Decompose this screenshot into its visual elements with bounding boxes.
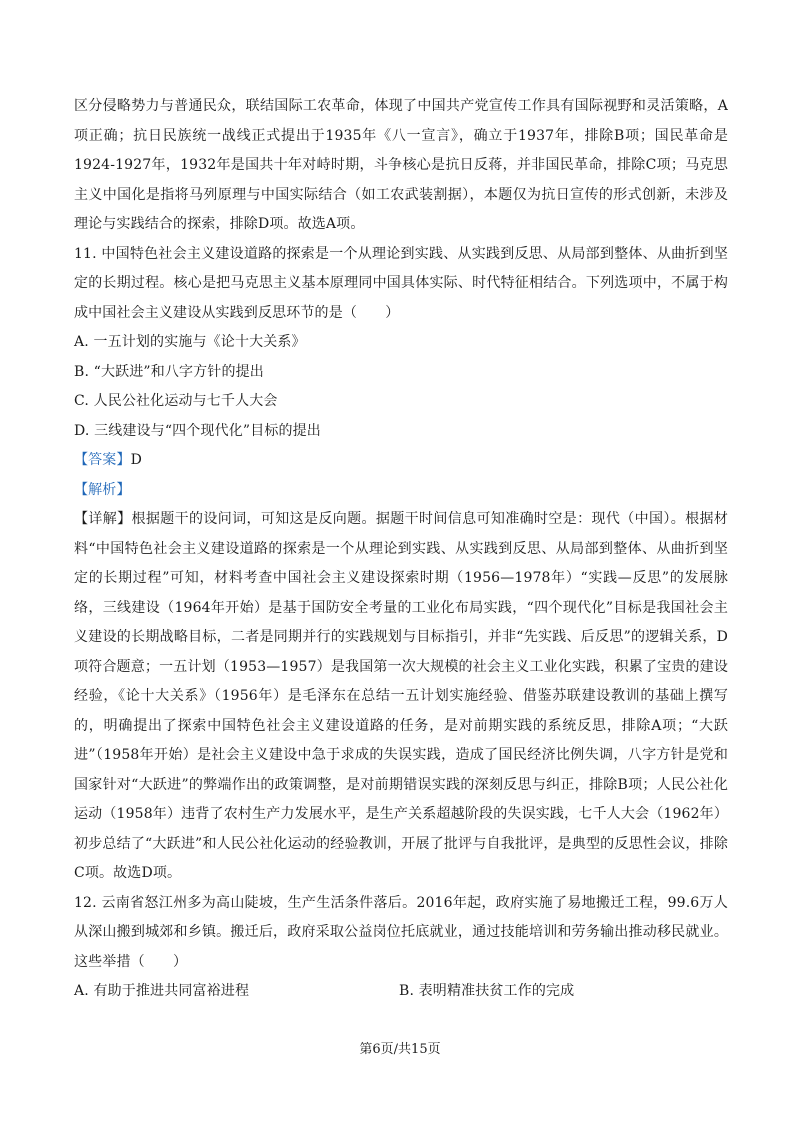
question-11-stem: 11. 中国特色社会主义建设道路的探索是一个从理论到实践、从实践到反思、从局部到整体、从曲折到坚定的长期过程。核心是把马克思主义基本原理同中国具体实际、时代特征相结合。下列选项中，不属于构成中国社会主义建设从实践到反思环节的是（ ）: [74, 245, 728, 321]
answer-line: [74, 446, 728, 476]
answer-value: D: [130, 452, 142, 468]
detail-text: 根据题干的设问词，可知这是反向题。据题干时间信息可知准确时空是：现代（中国）。根据材料“中国特色社会主义建设道路的探索是一个从理论到实践、从实践到反思、从局部到整体、从曲折到坚定的长期过程”可知，材料考查中国社会主义建设探索时期（1956—1978年）“实践—反思”的发展脉络，三线建设（1964年开始）是基于国防安全考量的工业化布局实践，“四个现代化”目标是我国社会主义建设的长期战略目标，二者是同期并行的实践规划与目标指引，并非“先实践、后反思”的逻辑关系，D项符合题意；一五计划（1953—1957）是我国第一次大规模的社会主义工业化实践，积累了宝贵的建设经验，《论十大关系》（1956年）是毛泽东在总结一五计划实施经验、借鉴苏联建设教训的基础上撰写的，明确提出了探索中国特色社会主义建设道路的任务，是对前期实践的系统反思，排除A项；“大跃进”（1958年开始）是社会主义建设中急于求成的失误实践，造成了国民经济比例失调，八字方针是党和国家针对“大跃进”的弊端作出的政策调整，是对前期错误实践的深刻反思与纠正，排除B项；人民公社化运动（1958年）违背了农村生产力发展水平，是生产关系超越阶段的失误实践，七千人大会（1962年）初步总结了“大跃进”和人民公社化运动的经验教训，开展了批评与自我批评，是典型的反思性会议，排除C项。故选D项。: [74, 511, 728, 881]
question-12-options: [74, 977, 728, 1007]
question-11-option-d: D. 三线建设与“四个现代化”目标的提出: [74, 422, 321, 439]
question-11-option-b: B. “大跃进”和八字方针的提出: [74, 363, 264, 380]
question-12-option-b: B. 表明精准扶贫工作的完成: [399, 983, 575, 999]
question-11-option-a: A. 一五计划的实施与《论十大关系》: [74, 334, 306, 350]
analysis-line: [74, 476, 728, 506]
detail-tag: 【详解】: [74, 511, 132, 527]
answer-tag: 【答案】: [74, 452, 131, 468]
question-11-option-c: C. 人民公社化运动与七千人大会: [74, 393, 278, 409]
question-12-stem: 12. 云南省怒江州多为高山陡坡，生产生活条件落后。2016年起，政府实施了易地搬迁工程，99.6万人从深山搬到城郊和乡镇。搬迁后，政府采取公益岗位托底就业，通过技能培训和劳务输出推动移民就业。这些举措（ ）: [74, 894, 728, 970]
analysis-tag: 【解析】: [74, 481, 131, 498]
page-number-footer: 第6页/共15页: [359, 1042, 441, 1057]
detail-paragraph: [74, 505, 728, 889]
question-12-option-a: A. 有助于推进共同富裕进程: [74, 983, 250, 999]
page-content: [74, 92, 728, 1007]
previous-analysis-continuation: 区分侵略势力与普通民众，联结国际工农革命，体现了中国共产党宣传工作具有国际视野和灵活策略，A项正确；抗日民族统一战线正式提出于1935年《八一宣言》，确立于1937年，排除B项；国民革命是1924-1927年，1932年是国共十年对峙时期，斗争核心是抗日反蒋，并非国民革命，排除C项；马克思主义中国化是指将马列原理与中国实际结合（如工农武装割据），本题仅为抗日宣传的形式创新，未涉及理论与实践结合的探索，排除D项。故选A项。: [74, 98, 728, 232]
